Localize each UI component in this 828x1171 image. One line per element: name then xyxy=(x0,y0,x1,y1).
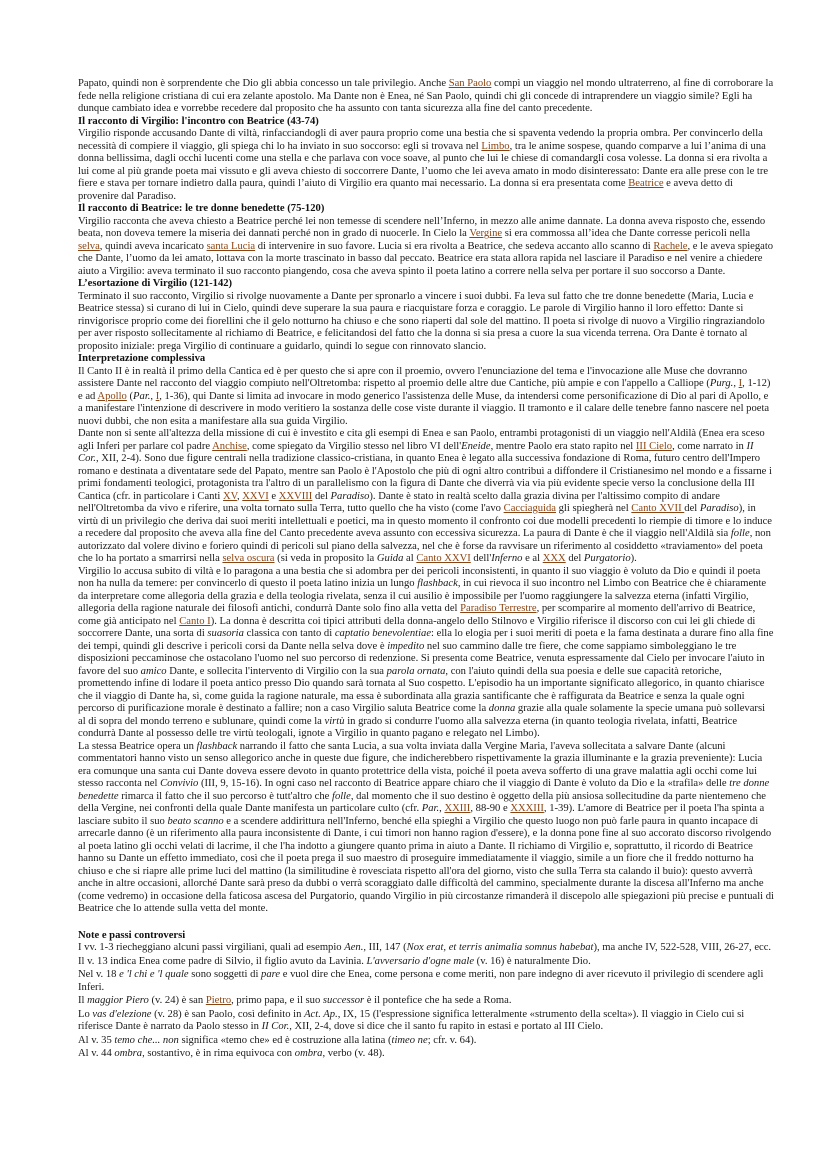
text-run: La stessa Beatrice opera un xyxy=(78,740,197,752)
body-paragraph xyxy=(78,78,774,116)
text-run: del xyxy=(312,490,331,502)
note-item xyxy=(78,995,774,1008)
text-run: , quindi aveva incaricato xyxy=(99,240,207,252)
text-run: del xyxy=(684,503,700,514)
text-run: : ella lo elogia per i suoi meriti di poeta e la fama destinata a durare fino alla fine dei tempi, quindi gli descrive i pericoli corsi da Dante nella selva dove è xyxy=(78,628,774,652)
text-run: di intervenire in suo favore. Lucia si era rivolta a Beatrice, che sedeva accanto allo scanno di xyxy=(255,240,654,252)
text-run: e a scendere addirittura nell'Inferno, benché ella spieghi a Virgilio che questo luogo non può farle paura in quanto incapace di arrecarle danno (è un riferimento alla paura inconsistente di Dante, i cui timori non hanno ragion d'essere), e la donna pone fine al suo accorato discorso rivolgendo al poeta latino gli occhi velati di lacrime, il che l'ha indotto a giungere quanto prima in aiuto a Dante. Il richiamo di Virgilio e, soprattutto, il ricordo di Beatrice hanno su Dante un effetto immediato, così che il poeta prega il suo maestro di proseguire immediatamente il viaggio, simile a un fiore che il freddo notturno ha chiuso e che si riapre alle prime luci del mattino (la similitudine è rovesciata rispetto all'ora del giorno, visto che sulla Terra sta calando il buio): questo avverrà anche in altre occasioni, allorché Dante sarà preso da dubbi o verrà scoraggiato dalle difficoltà del cammino, specialmente durante la discesa all'Inferno ma anche (come vedremo) in occasione della faticosa ascesa del Purgatorio, quando Virgilio in più circostanze rimanderà il discepolo alle spiegazioni più precise e puntuali di Beatrice che lo attende sulla vetta del monte. xyxy=(78,815,774,914)
text-run: , mentre Paolo era stato rapito nel xyxy=(490,440,636,452)
text-run: , xyxy=(439,803,445,814)
text-run: , verbo (v. 48). xyxy=(322,1048,385,1059)
text-run: grazie alla quale solamente la specie umana può sollevarsi al di sopra del mondo terreno e sublunare, quindi come la xyxy=(78,703,766,727)
note-item xyxy=(78,1009,774,1034)
text-run: ), ma anche IV, 522-528, VIII, 26-27, ecc. xyxy=(593,942,772,953)
cross-reference-link[interactable]: San Paolo xyxy=(448,78,492,89)
cross-reference-link[interactable]: XV xyxy=(223,490,237,502)
body-paragraph xyxy=(78,741,774,916)
section-gap xyxy=(78,916,774,930)
text-run: ), in virtù di un privilegio che deriva dai suoi meriti intellettuali e poetici, ma in questo momento il confronto coi due modelli precedenti lo riempie di timore e lo induce a recedere dal proposito che aveva alla fine del Canto precedente aveva assunto con eccessiva sicurezza. La paura di Dante è che il viaggio nell'Aldilà sia xyxy=(78,503,772,539)
text-run: , XII, 2-4, dove si dice che il santo fu rapito in estasi e portato al III Cielo. xyxy=(289,1021,604,1032)
cross-reference-link[interactable]: selva xyxy=(78,240,100,252)
text-run: Terminato il suo racconto, Virgilio si rivolge nuovamente a Dante per spronarlo a vincere i suoi dubbi. Fa leva sul fatto che tre donne benedette (Maria, Lucia e Beatrice stessa) si curano di lui in Cielo, quindi deve superare la sua paura e riacquistare forza e coraggio. Le parole di Virgilio hanno il loro effetto: Dante si rinvigorisce proprio come dei fiorellini che il gelo notturno ha chiuso e che sono riaperti dal sole del mattino. Il poeta si rivolge di nuovo a Virgilio ringraziandolo per aver risposto sollecitamente al richiamo di Beatrice, e felicitandosi del fatto che la donna si sia presa a cuore la sua vicenda terrena. Ora Dante è tornato al proposito iniziale: prega Virgilio di continuare a guidarlo, quindi lo segue con rinnovato slancio. xyxy=(78,290,765,352)
italic-text: Paradiso xyxy=(699,503,739,514)
cross-reference-link[interactable]: XXVI xyxy=(242,490,269,502)
text-run: , 1-36), qui Dante si limita ad invocare in modo generico l'assistenza delle Muse, da intendersi come personificazione di Dio al pari di Apollo, e a manifestare l'intenzione di descrivere in modo veritiero la sostanza delle cose viste durante il viaggio. Il tramonto e il calare delle tenebre fanno nascere nel poeta nuovi dubbi, che non esita a manifestare alla sua guida Virgilio. xyxy=(78,390,770,427)
text-run: si era commossa all’idea che Dante corresse pericoli nella xyxy=(502,228,751,239)
cross-reference-link[interactable]: I xyxy=(155,390,160,402)
notes-section xyxy=(78,942,774,1061)
text-run: , come narrato in xyxy=(672,440,747,452)
text-run: , come spiegato da Virgilio stesso nel libro VI dell' xyxy=(246,440,462,452)
body-paragraph xyxy=(78,216,774,279)
italic-text: Par. xyxy=(421,803,440,814)
text-run: (III, 9, 15-16). In ogni caso nel racconto di Beatrice appare chiaro che il viaggio di Dante è voluto da Dio e la «trafila» delle xyxy=(198,778,730,789)
section-heading: Il racconto di Beatrice: le tre donne benedette (75-120) xyxy=(78,203,325,214)
text-run: Al v. 35 xyxy=(78,1034,115,1046)
text-run: , IX, 15 (l'espressione significa letteralmente «strumento della scelta»). Il viaggio in Cielo cui si riferisce Dante è narrato da Paolo stesso in xyxy=(78,1008,745,1032)
body-paragraph xyxy=(78,291,774,354)
cross-reference-link[interactable]: Pietro xyxy=(205,995,232,1006)
italic-text: L'avversario d'ogne male xyxy=(366,955,475,967)
section-heading: Interpretazione complessiva xyxy=(78,353,206,364)
text-run: Dante non si sente all'altezza della missione di cui è investito e cita gli esempi di Enea e san Paolo, entrambi protagonisti di un viaggio nell'Aldilà (Enea era sceso agli Inferi per parlare col padre xyxy=(78,428,765,452)
text-run: , primo papa, e il suo xyxy=(231,995,323,1006)
cross-reference-link[interactable]: Canto XXVI xyxy=(416,553,471,564)
text-run: , xyxy=(150,390,156,402)
body-paragraph xyxy=(78,566,774,741)
text-run: , con l'aiuto quindi della sua poesia e delle sue capacità retoriche, promettendo infine di lodare il poeta antico presso Dio quando sarà tornata al Suo cospetto. L'episodio ha un importante significato allegorico, in quanto chiarisce che il viaggio di Dante ha, sì, come guida la ragione naturale, ma essa è subordinata alla grazia santificante che è raffigurata da Beatrice e senza la quale ogni percorso di purificazione morale è destinato a fallire; non a caso Virgilio saluta Beatrice come la xyxy=(78,665,765,714)
text-run: Dante, e sollecita l'intervento di Virgilio con la sua xyxy=(166,665,387,677)
italic-text: captatio benevolentiae xyxy=(334,628,432,639)
text-run: Il Canto II è in realtà il primo della Cantica ed è per questo che si apre con il proemio, ovvero l'enunciazione del tema e l'invocazione alle Muse che dovranno assistere Dante nel racconto del viaggio compiuto nell'Oltretomba: rispetto al proemio delle altre due Cantiche, più ampie e con l'appello a Calliope ( xyxy=(78,365,748,389)
cross-reference-link[interactable]: Canto XVII xyxy=(631,503,685,514)
cross-reference-link[interactable]: XXX xyxy=(542,553,566,564)
text-run: (v. 16) è naturalmente Dio. xyxy=(474,955,591,967)
italic-text: suasoria xyxy=(207,628,244,639)
cross-reference-link[interactable]: Cacciaguida xyxy=(503,503,556,514)
body-paragraph xyxy=(78,428,774,566)
text-run: (si veda in proposito la xyxy=(274,553,377,564)
text-run: , III, 147 ( xyxy=(363,942,407,953)
italic-text: ombra xyxy=(114,1048,143,1059)
italic-text: successor xyxy=(322,995,365,1006)
italic-text: flashback xyxy=(417,578,458,589)
text-run: significa «temo che» ed è costruzione alla latina ( xyxy=(178,1034,392,1046)
text-run: , sostantivo, è in rima equivoca con xyxy=(142,1048,295,1059)
text-run: e aveva detto di provenire dal Paradiso. xyxy=(78,178,733,202)
text-run: in grado si condurre l'uomo alla salvezza eterna (in quanto teologia rivelata, infatti, Beatrice condurrà Dante al possesso delle tre virtù teologali, ignote a Virgilio in quanto pagano e relegato nel Limbo). xyxy=(78,715,738,739)
text-run: del xyxy=(565,553,584,564)
italic-text: impedito xyxy=(387,640,425,652)
italic-text: beato scanno xyxy=(167,815,224,827)
italic-text: Nox erat, et terris animalia somnus habebat xyxy=(406,942,594,953)
italic-text: amico xyxy=(140,665,167,677)
cross-reference-link[interactable]: XXXIII xyxy=(510,803,544,814)
italic-text: II Cor. xyxy=(261,1021,290,1032)
italic-text: virtù xyxy=(324,715,345,727)
italic-text: maggior Piero xyxy=(87,995,149,1006)
text-run: compì un viaggio nel mondo ultraterreno, al fine di corroborare la fede nella religione cristiana di cui era zelante apostolo. Ma Dante non è Enea, né San Paolo, quindi chi gli concede di intraprendere un viaggio simile? Egli ha dunque cambiato idea e vorrebbe recedere dal proposito che ha assunto con tanta sicurezza alla fine del canto precedente. xyxy=(78,78,774,114)
text-run: , per scomparire al momento dell'arrivo di Beatrice, come già anticipato nel xyxy=(78,603,756,627)
text-run: , XII, 2-4). Sono due figure centrali nella tradizione classico-cristiana, in quanto Enea è legato alla successiva fondazione di Roma, futuro centro dell'Impero romano e destinata a diventatare sede del Papato, mentre san Paolo è l'Apostolo che più di ogni altro contribuì a diffondere il Cristianesimo nel mondo e a fissarne i primi fondamenti teologici, protagonista tra l'altro di un parallelismo con la figura di Dante che diverrà via via più evidente specie verso la conclusione della III Cantica (cfr. in particolare i Canti xyxy=(78,453,772,502)
italic-text: temo che... non xyxy=(114,1034,179,1046)
note-item xyxy=(78,969,774,994)
text-run: , tra le anime sospese, quando comparve a lui l’anima di una donna bellissima, dagli occhi lucenti come una stella e che parlava con voce soave, al punto che lui le chiese di comandargli cosa volesse. La donna si era rivolta a lui come al più grande poeta mai vissuto e gli aveva chiesto di soccorrere Dante, l’uomo che lei aveva amato in modo disinteressato: Dante era alle prese con le tre fiere e stava per tornare indietro dalla paura, quindi l’aiuto di Virgilio era quanto mai necessario. La donna si era presentata come xyxy=(78,140,769,189)
cross-reference-link[interactable]: I xyxy=(738,378,743,389)
cross-reference-link[interactable]: Apollo xyxy=(97,390,127,402)
text-run: Nel v. 18 xyxy=(78,969,120,980)
cross-reference-link[interactable]: Vergine xyxy=(469,228,503,239)
text-run: , 1-39). L'amore di Beatrice per il poeta l'ha spinta a lasciare subito il suo xyxy=(78,803,765,827)
body-paragraph xyxy=(78,128,774,203)
note-item xyxy=(78,1048,774,1061)
cross-reference-link[interactable]: Beatrice xyxy=(628,178,664,189)
cross-reference-link[interactable]: XXIII xyxy=(444,803,471,814)
cross-reference-link[interactable]: Anchise xyxy=(212,440,247,452)
cross-reference-link[interactable]: Canto I xyxy=(179,615,211,627)
text-run: ). xyxy=(630,553,637,564)
text-run: Papato, quindi non è sorprendente che Dio gli abbia concesso un tale privilegio. Anche xyxy=(78,78,449,89)
italic-text: timeo ne xyxy=(391,1034,428,1046)
italic-text: Eneide xyxy=(461,440,491,452)
notes-heading: Note e passi controversi xyxy=(78,929,186,941)
text-run: rimarca il fatto che il suo percorso è tutt'altro che xyxy=(118,790,332,802)
cross-reference-link[interactable]: selva oscura xyxy=(222,553,275,564)
italic-text: parola ornata xyxy=(386,665,446,677)
italic-text: Convivio xyxy=(160,778,199,789)
text-run: Virgilio risponde accusando Dante di viltà, rinfacciandogli di aver paura proprio come una bestia che si spaventa vedendo la propria ombra. Per convincerlo della necessità di compiere il viaggio, gli spiega chi lo ha inviato in suo soccorso: egli si trovava nel xyxy=(78,128,763,152)
text-run: dell' xyxy=(470,553,492,564)
text-run: , xyxy=(236,490,243,502)
text-run: , non autorizzato dal volere divino e foriero quindi di pericoli sul piano della salvezza, nel che è forse da ravvisare un riferimento al cosiddetto «traviamento» del poeta che lo ha portato a smarrirsi nella xyxy=(78,528,771,564)
cross-reference-link[interactable]: santa Lucia xyxy=(206,240,256,252)
italic-text: e 'l chi e 'l quale xyxy=(119,969,189,980)
italic-text: flashback xyxy=(196,740,238,752)
text-run: , e le aveva spiegato che Dante, l’uomo da lei amato, lottava con la morte trascinato in basso dal peccato. Beatrice era stata allora rapida nel lasciare il Paradiso e nel venire a chiedere aiuto a Virgilio: aveva terminato il suo racconto piangendo, cosa che aveva spinto il poeta latino a correre nella selva per portare il suo soccorso a Dante. xyxy=(78,240,774,277)
cross-reference-link[interactable]: III Cielo xyxy=(635,440,673,452)
text-run: , 88-90 e xyxy=(470,803,511,814)
text-run: Virgilio lo accusa subito di viltà e lo paragona a una bestia che si adombra per dei pericoli inconsistenti, in quanto il suo viaggio è voluto da Dio e quindi il poeta non ha nulla da temere: per convincerlo di questo il poeta latino inizia un lungo xyxy=(78,565,761,589)
body-paragraph xyxy=(78,366,774,429)
text-run: ). La donna è descritta coi tipici attributi della donna-angelo dello Stilnovo e Virgilio riferisce il discorso con cui lei gli chiede di soccorrere Dante, una sorta di xyxy=(78,615,756,639)
text-run: Lo xyxy=(78,1008,93,1020)
text-run: narrando il fatto che santa Lucia, a sua volta inviata dalla Vergine Maria, l'aveva sollecitata a salvare Dante (alcuni commentatori hanno visto un senso allegorico anche in queste due figure, che indicherebbero rispettivamente la grazia illuminante e la grazia preveniente): Lucia era comunque una santa cui Dante doveva essere devoto in quanto protettrice della vista, poiché il poeta aveva sofferto di una grave malattia agli occhi come lui stesso racconta nel xyxy=(78,740,763,789)
text-run: Il xyxy=(78,995,88,1006)
section-heading: Il racconto di Virgilio: l'incontro con Beatrice (43-74) xyxy=(78,115,319,127)
cross-reference-link[interactable]: Rachele xyxy=(653,240,688,252)
italic-text: Act. Ap. xyxy=(304,1008,338,1020)
italic-text: vas d'elezione xyxy=(92,1008,152,1020)
cross-reference-link[interactable]: XXVIII xyxy=(278,490,313,502)
note-item xyxy=(78,942,774,955)
text-run: è il pontefice che ha sede a Roma. xyxy=(364,995,512,1006)
italic-text: folle xyxy=(332,790,351,802)
cross-reference-link[interactable]: Paradiso Terrestre xyxy=(460,603,537,614)
text-run: , xyxy=(733,378,739,389)
italic-text: folle xyxy=(730,528,750,539)
text-run: , 1-12) e ad xyxy=(78,378,771,402)
cross-reference-link[interactable]: Limbo xyxy=(481,140,510,152)
text-run: Virgilio racconta che aveva chiesto a Beatrice perché lei non temesse di scendere nell’Inferno, in mezzo alle anime dannate. La donna aveva risposto che, essendo beata, non doveva temere la miseria dei dannati perché non in grado di nuocerle. In Cielo la xyxy=(78,215,766,239)
section-heading: L’esortazione di Virgilio (121-142) xyxy=(78,278,233,289)
text-run: , in cui rievoca il suo incontro nel Limbo con Beatrice che è chiaramente da interpretare come allegoria della grazia e della teologia rivelata, senza il cui ausilio è impossibile per l'uomo raggiungere la salvezza eterna (infatti Virgilio, allegoria della ragione naturale dei filosofi antichi, condurrà Dante solo fino alla vetta del xyxy=(78,578,767,614)
text-run: Il v. 13 indica Enea come padre di Silvio, il figlio avuto da Lavinia. xyxy=(78,955,367,967)
italic-text: Par. xyxy=(133,390,151,402)
text-run: al xyxy=(403,553,417,564)
text-run: Al v. 44 xyxy=(78,1048,115,1059)
italic-text: ombra xyxy=(294,1048,323,1059)
text-run: ; cfr. v. 64). xyxy=(427,1034,477,1046)
text-run: , dal momento che il suo destino è oggetto della più ansiosa sollecitudine da parte nientemeno che della Vergine, nei confronti della quale Dante manifesta un particolare culto (cfr. xyxy=(78,790,766,814)
italic-text: Guida xyxy=(376,553,404,564)
text-run: (v. 28) è san Paolo, così definito in xyxy=(151,1008,305,1020)
text-run: classica con tanto di xyxy=(243,628,335,639)
text-run: gli spiegherà nel xyxy=(555,503,632,514)
italic-text: Paradiso xyxy=(330,490,370,502)
note-item xyxy=(78,956,774,969)
text-run: nel suo cammino dalle tre fiere, che come sappiamo simboleggiano le tre disposizioni peccaminose che ostacolano l'uomo nel suo percorso di redenzione. Si presenta come Beatrice, venuta espressamente dal Cielo per invocare l'aiuto in favore del suo xyxy=(78,640,765,677)
text-run: ( xyxy=(126,390,134,402)
italic-text: tre donne benedette xyxy=(78,778,770,802)
commentary-body xyxy=(78,78,774,916)
text-run: e al xyxy=(522,553,543,564)
text-run: e vuol dire che Enea, come persona e come meriti, non pare indegno di aver ricevuto il privilegio di scendere agli Inferi. xyxy=(78,969,764,993)
italic-text: pare xyxy=(261,969,281,980)
italic-text: Inferno xyxy=(491,553,523,564)
note-item xyxy=(78,1035,774,1048)
italic-text: donna xyxy=(488,703,516,714)
text-run: e xyxy=(268,490,279,502)
italic-text: Purg. xyxy=(709,378,734,389)
text-run: I vv. 1-3 riecheggiano alcuni passi virgiliani, quali ad esempio xyxy=(78,942,345,953)
italic-text: Purgatorio xyxy=(583,553,631,564)
text-run: sono soggetti di xyxy=(188,969,262,980)
text-run: (v. 24) è san xyxy=(148,995,206,1006)
italic-text: II Cor. xyxy=(78,440,754,464)
italic-text: Aen. xyxy=(344,942,364,953)
text-run: ). Dante è stato in realtà scelto dalla grazia divina per l'altissimo compito di andare nell'Oltretomba da vivo e riferire, una volta tornato sulla Terra, tutto quello che ha visto (come l'avo xyxy=(78,490,720,514)
